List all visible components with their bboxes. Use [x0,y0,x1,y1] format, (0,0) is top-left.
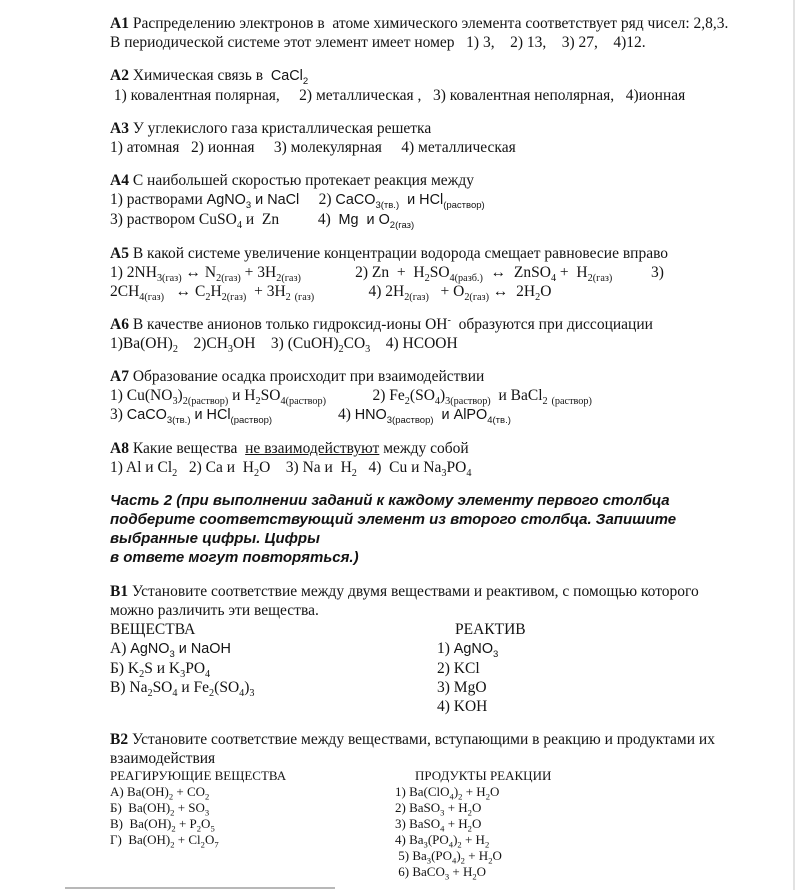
question-a2 [110,66,767,105]
part2-line: в ответе могут повторяться.) [110,549,359,566]
b2-right-item: 3) BaSO$_4$ + $H_2O$ [395,816,482,834]
b2-right-item: 1) $Ba(ClO_4)_2 + H_2O$ [395,784,500,802]
question-a7 [110,367,767,425]
b2-left-header: РЕАГИРУЮЩИЕ ВЕЩЕСТВА [110,768,287,783]
question-text: Химическая связь в CaCl$_2$ [132,67,309,87]
question-label: А8 [110,440,129,457]
question-a4 [110,171,767,230]
question-text: Распределению электронов в атоме химического элемента соответствует ряд чисел: 2,8,3. [132,15,729,32]
b1-right-item: 2) KCl [437,660,480,677]
question-line [110,439,767,458]
question-line [110,14,767,33]
part2-line: подберите соответствующий элемент из второго столбца. Запишите [110,511,677,528]
b1-left-item: А) AgNO$_3$ и NaOH [110,640,231,660]
question-line: 1) атомная 2) ионная 3) молекулярная 4) металлическая [110,139,516,156]
b2-left-item: Г) $Ba(OH)_2 + Cl_2O_7$ [110,832,219,850]
question-a1 [110,14,767,52]
question-line: 3) CaCO$_{3(тв.)}$ и HCl$_{(раствор)}$ 4) $HNO_{3(раствор)}$ и AlPO$_{4(тв.)}$ [110,406,511,426]
b2-right-header: ПРОДУКТЫ РЕАКЦИИ [415,768,552,783]
b1-right-item: 3) MgO [437,679,487,696]
b2-right-item: 6) BaCO$_3$ + $H_2O$ [395,864,487,882]
b2-right-item: 4) $Ba_3(PO_4)_2 + H_2$ [395,832,490,850]
question-text: Образование осадка происходит при взаимодействии [132,368,485,385]
part2-line: Часть 2 (при выполнении заданий к каждому элементу первого столбца [110,492,670,509]
question-text: В какой системе увеличение концентрации водорода смещает равновесие вправо [132,245,669,262]
question-line: В периодической системе этот элемент имеет номер 1) 3, 2) 13, 3) 27, 4)12. [110,34,646,51]
question-line: 1) Al и $Cl_2$ 2) Ca и $H_2O$ 3) Na и $H_2$ 4) Cu и $Na_3PO_4$ [110,459,472,480]
question-label: А1 [110,15,129,32]
question-a6 [110,314,767,356]
b2-matching-table [110,768,767,880]
question-line [110,730,767,749]
part2-instructions [110,491,767,567]
question-line [110,119,767,138]
b1-left-item: В) $Na_2SO_4$ и $Fe_2(SO_4)_3$ [110,679,255,700]
question-line: взаимодействия [110,750,216,767]
b1-right-column [437,620,526,716]
question-label: А5 [110,245,129,262]
question-line: можно различить эти вещества. [110,602,319,619]
b1-right-header: РЕАКТИВ [455,621,526,638]
question-text: С наибольшей скоростью протекает реакция между [132,172,474,189]
question-text: Установите соответствие между веществами, вступающими в реакцию и продуктами их [131,731,715,748]
question-line: 1) $2NH_{3(газ)}$ ↔ $N_{2(газ)} + 3H_{2(газ)}$ 2) $Zn + H_2SO_{4(разб.)}$ ↔ ZnSO$_4$ + $H_{2(газ)}$ 3) [110,264,664,285]
question-label: А7 [110,368,129,385]
question-a3 [110,119,767,157]
b2-right-column [395,768,551,880]
question-text: В качестве анионов только гидроксид-ионы OH- образуются при диссоциации [132,314,653,333]
question-line: 3) раствором CuSO$_4$ и Zn 4) Mg и $O_{2(газ)}$ [110,211,415,232]
b2-right-item: 5) $Ba_3(PO_4)_2 + H_2O$ [395,848,502,866]
question-line: $1)Ba(OH)_2$ $2)CH_3OH$ 3) $(CuOH)_2CO_3$ 4) HCOOH [110,335,458,356]
question-line: 1) ковалентная полярная, 2) металлическая , 3) ковалентная неполярная, 4)ионная [110,87,686,104]
question-line [110,171,767,190]
b2-left-item: В) $Ba(OH)_2 + P_2O_5$ [110,816,215,834]
b1-matching-table [110,620,767,716]
question-label: А6 [110,316,129,333]
question-label: В2 [110,731,129,748]
b1-left-item: Б) $K_2S$ и $K_3PO_4$ [110,660,211,681]
b2-left-item: Б) $Ba(OH)_2 + SO_3$ [110,800,210,818]
question-line [110,66,767,86]
question-line [110,367,767,386]
b2-right-item: 2) BaSO$_3$ + $H_2O$ [395,800,482,818]
question-line: $2CH_{4(газ)}$ ↔ $C_2H_{2(газ)} + 3H_2$ $_{(газ)}$ 4) $2H_{2(газ)} + O_{2(газ)}$ ↔ $2H_2O$ [110,283,552,304]
question-line [110,244,767,263]
question-line: 1) $Cu(NO_3)_{2(раствор)}$ и $H_2SO_{4(раствор)}$ 2) $Fe_2(SO_4)_{3(раствор)}$ и BaCl$_2$ $_{(раствор)}$ [110,387,592,408]
question-label: А3 [110,120,129,137]
question-label: В1 [110,583,129,600]
question-text: У углекислого газа кристаллическая решетка [132,120,432,137]
question-line [110,582,767,601]
question-b2 [110,730,767,880]
question-label: А2 [110,67,129,84]
question-label: А4 [110,172,129,189]
scan-edge-bottom-line [65,887,335,889]
b1-left-column [110,620,437,716]
question-text: Установите соответствие между двумя веществами и реактивом, с помощью которого [131,583,699,600]
question-b1 [110,582,767,716]
question-a8 [110,439,767,480]
b2-left-item: А) $Ba(OH)_2 + CO_2$ [110,784,210,802]
question-text: Какие вещества не взаимодействуют между собой [132,440,469,457]
part2-line: выбранные цифры. Цифры [110,530,320,547]
b1-left-header: ВЕЩЕСТВА [110,621,196,638]
question-a5 [110,244,767,304]
question-line [110,315,767,334]
question-line: 1) растворами AgNO$_3$ и NaCl 2) CaCO$_{3(тв.)}$ и HCl$_{(раствор)}$ [110,191,485,211]
b1-right-item: 1) AgNO$_3$ [437,640,499,660]
b1-right-item: 4) KOH [437,698,488,715]
b2-left-column [110,768,395,880]
